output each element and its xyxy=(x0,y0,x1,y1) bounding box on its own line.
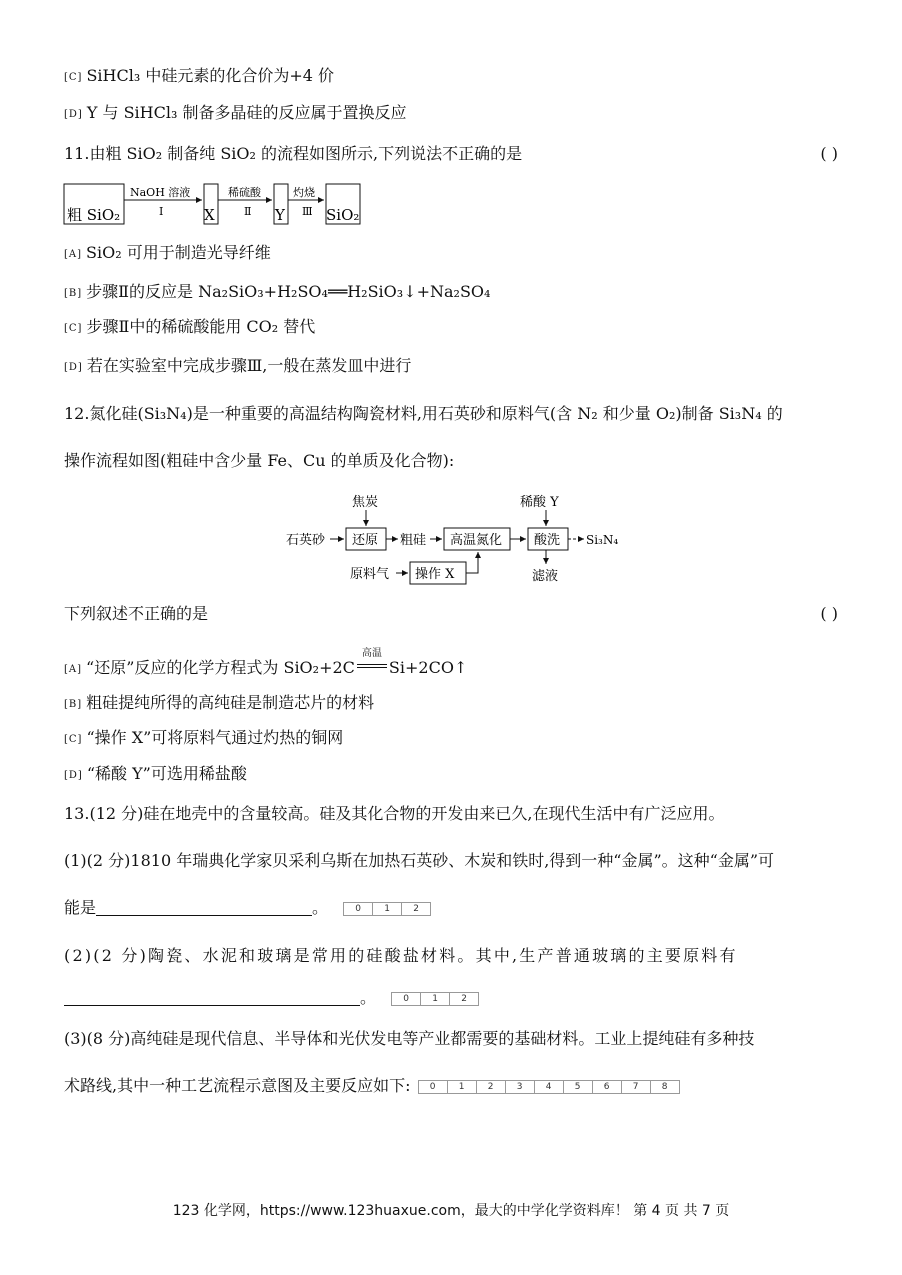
q12-option-a: [A] “还原”反应的化学方程式为 SiO₂+2C 高温 Si+2CO↑ xyxy=(64,658,467,680)
q12-nitride: 高温氮化 xyxy=(450,533,503,548)
q11-step1-num: Ⅰ xyxy=(159,205,164,218)
q13-part3-score-box[interactable]: 0 1 2 3 4 5 6 7 8 xyxy=(418,1080,680,1094)
q13-part1-score-box[interactable]: 0 1 2 xyxy=(343,902,431,916)
q12-option-b: [B] 粗硅提纯所得的高纯硅是制造芯片的材料 xyxy=(64,693,375,712)
q11-option-d: [D] 若在实验室中完成步骤Ⅲ,一般在蒸发皿中进行 xyxy=(64,356,412,375)
q10-option-d: [D] Y 与 SiHCl₃ 制备多晶硅的反应属于置换反应 xyxy=(64,103,407,122)
q12-flow-diagram xyxy=(280,488,630,588)
q13-part3-line1: (3)(8 分)高纯硅是现代信息、半导体和光伏发电等产业都需要的基础材料。工业上提纯硅有多种技 xyxy=(64,1029,755,1048)
q13-part2-line1: (2)(2 分)陶瓷、水泥和玻璃是常用的硅酸盐材料。其中,生产普通玻璃的主要原料有 xyxy=(64,946,738,965)
q12-condition-high-temp: 高温 xyxy=(361,648,382,659)
equals-sign-double xyxy=(357,664,387,668)
q12-raw-gas: 原料气 xyxy=(350,567,390,582)
q13-part2-line2: 。 0 1 2 xyxy=(64,988,479,1008)
q12-stem-line2: 操作流程如图(粗硅中含少量 Fe、Cu 的单质及化合物): xyxy=(64,451,455,470)
q13-part1-line1: (1)(2 分)1810 年瑞典化学家贝采利乌斯在加热石英砂、木炭和铁时,得到一种“金属”。这种“金属”可 xyxy=(64,851,775,870)
q11-stem: 11.由粗 SiO₂ 制备纯 SiO₂ 的流程如图所示,下列说法不正确的是 xyxy=(64,144,523,163)
q11-option-b: [B] 步骤Ⅱ的反应是 Na₂SiO₃+H₂SO₄══H₂SiO₃↓+Na₂SO₄ xyxy=(64,282,491,301)
q11-answer-paren: ( ) xyxy=(820,144,838,163)
q11-step2-num: Ⅱ xyxy=(244,205,252,218)
q12-answer-paren: ( ) xyxy=(820,604,838,623)
q10-option-c: [C] SiHCl₃ 中硅元素的化合价为+4 价 xyxy=(64,66,335,85)
q12-stem-line1: 12.氮化硅(Si₃N₄)是一种重要的高温结构陶瓷材料,用石英砂和原料气(含 N₂ 和少量 O₂)制备 Si₃N₄ 的 xyxy=(64,404,783,423)
q11-flow-end: SiO₂ xyxy=(326,206,360,224)
q11-flow-diagram xyxy=(62,180,372,228)
q12-quartz: 石英砂 xyxy=(286,533,326,548)
q12-product: Si₃N₄ xyxy=(586,533,619,547)
q12-stem-line3: 下列叙述不正确的是 xyxy=(64,604,209,623)
q11-flow-y: Y xyxy=(275,206,285,224)
q11-flow-start: 粗 SiO₂ xyxy=(67,206,121,224)
q11-step3-num: Ⅲ xyxy=(302,205,313,218)
q12-option-d: [D] “稀酸 Y”可选用稀盐酸 xyxy=(64,764,247,783)
q12-acid-wash: 酸洗 xyxy=(534,533,561,548)
q12-crude-si: 粗硅 xyxy=(400,533,427,548)
q12-coke: 焦炭 xyxy=(352,495,379,510)
q13-part1-answer-blank[interactable] xyxy=(96,899,312,916)
q11-option-c: [C] 步骤Ⅱ中的稀硫酸能用 CO₂ 替代 xyxy=(64,317,316,336)
q13-part2-score-box[interactable]: 0 1 2 xyxy=(391,992,479,1006)
q13-part2-answer-blank[interactable] xyxy=(64,989,360,1006)
q12-reduce: 还原 xyxy=(352,533,379,548)
q11-step1-reagent: NaOH 溶液 xyxy=(130,186,191,199)
q11-flow-x: X xyxy=(204,206,215,224)
q12-option-c: [C] “操作 X”可将原料气通过灼热的铜网 xyxy=(64,728,344,747)
q11-step3-reagent: 灼烧 xyxy=(293,186,315,199)
q13-part3-line2: 术路线,其中一种工艺流程示意图及主要反应如下: 0 1 2 3 4 5 6 7 8 xyxy=(64,1076,680,1096)
page-footer: 123 化学网，https://www.123huaxue.com，最大的中学化学资料库！ 第 4 页 共 7 页 xyxy=(172,1203,730,1219)
q12-acid-y: 稀酸 Y xyxy=(520,495,559,510)
q13-part1-line2: 能是 。 0 1 2 xyxy=(64,898,431,918)
q13-stem: 13.(12 分)硅在地壳中的含量较高。硅及其化合物的开发由来已久,在现代生活中有广泛应用。 xyxy=(64,804,725,823)
q11-option-a: [A] SiO₂ 可用于制造光导纤维 xyxy=(64,243,271,262)
q12-op-x: 操作 X xyxy=(415,567,455,582)
q11-step2-reagent: 稀硫酸 xyxy=(228,186,261,199)
q12-filtrate: 滤液 xyxy=(532,569,559,584)
